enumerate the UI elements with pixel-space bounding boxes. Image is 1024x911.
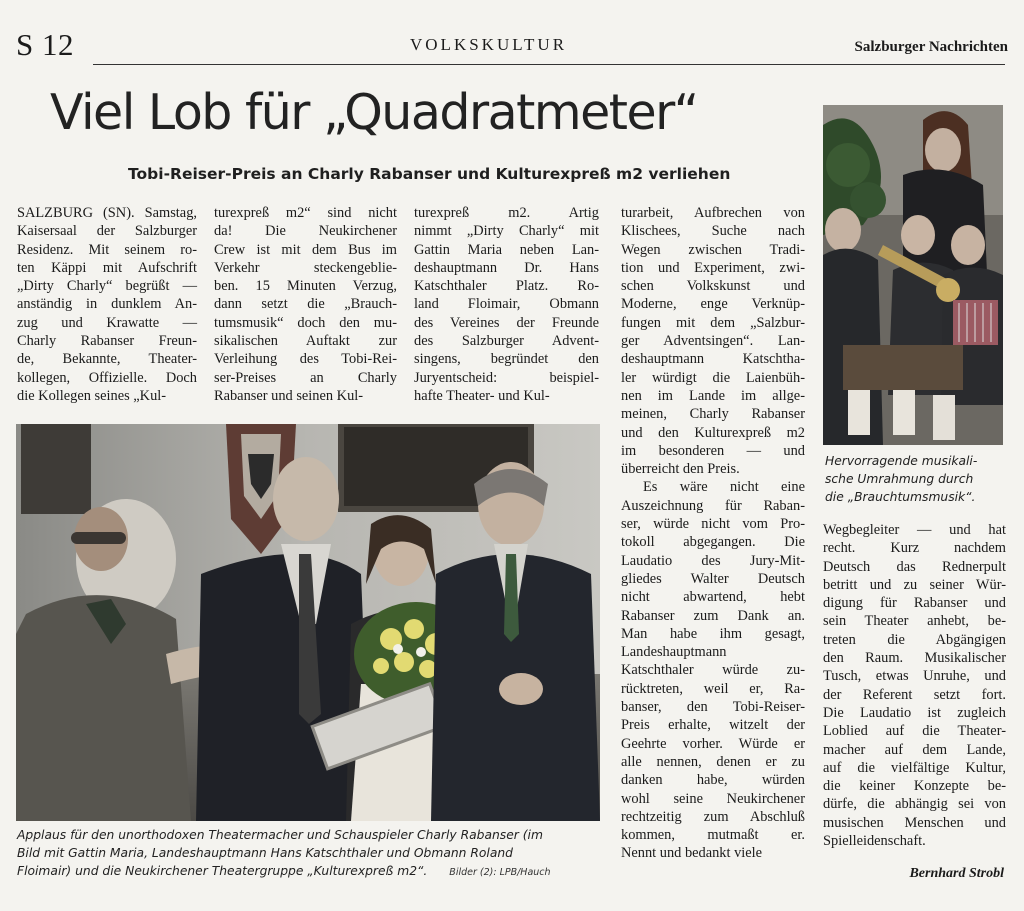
article-text-line: nicht abwartend, hebt bbox=[621, 589, 805, 606]
article-text-line: Spielleidenschaft. bbox=[823, 833, 926, 850]
article-text-line: Crew ist mit dem Bus im bbox=[214, 241, 397, 258]
article-text-line: im besonderen — und bbox=[621, 442, 805, 459]
article-text-line: Rabanser und seinen Kul- bbox=[214, 387, 364, 404]
article-text-line: und den Kulturexpreß m2 bbox=[621, 424, 805, 441]
article-text-line: Geehrte vorher. Würde er bbox=[621, 735, 805, 752]
subheadline: Tobi-Reiser-Preis an Charly Rabanser und Kulturexpreß m2 verliehen bbox=[128, 165, 731, 183]
article-text-line: Gattin Maria neben Lan- bbox=[414, 241, 599, 258]
article-text-line: ben. 15 Minuten Verzug, bbox=[214, 278, 397, 295]
award-ceremony-photo bbox=[16, 424, 600, 821]
article-text-line: tumsmusik“ doch den mu- bbox=[214, 314, 397, 331]
article-text-line: Preis erhalte, witzelt der bbox=[621, 717, 805, 734]
text-column-4 bbox=[621, 204, 805, 863]
caption-line: Hervorragende musikali- bbox=[825, 454, 978, 468]
article-text-line: musischen Menschen und bbox=[823, 814, 1006, 831]
article-text-line: Klischees, Suche nach bbox=[621, 223, 805, 240]
caption-line: sche Umrahmung durch bbox=[825, 472, 974, 486]
article-text-line: Es wäre nicht eine bbox=[643, 479, 805, 496]
article-text-line: anständig in dunklem An- bbox=[17, 296, 197, 313]
article-text-line: zug und Krawatte — bbox=[17, 314, 197, 331]
article-text-line: Die Laudatio ist zugleich bbox=[823, 704, 1006, 721]
article-text-line: hafte Theater- und Kul- bbox=[414, 387, 550, 404]
article-text-line: kollegen, Offizielle. Doch bbox=[17, 369, 197, 386]
article-text-line: turarbeit, Aufbrechen von bbox=[621, 205, 805, 221]
article-text-line: treten die Abgängigen bbox=[823, 631, 1006, 648]
caption-line: Bild mit Gattin Maria, Landeshauptmann Hans Katschthaler und Obmann Roland bbox=[17, 846, 513, 860]
article-text-line: tokoll abgegangen. Die bbox=[621, 534, 805, 551]
page-number: S 12 bbox=[16, 27, 74, 62]
author-byline: Bernhard Strobl bbox=[909, 866, 1004, 881]
article-text-line: Wegen zwischen Tradi- bbox=[621, 241, 805, 258]
article-text-line: SALZBURG (SN). Samstag, bbox=[17, 205, 197, 221]
article-text-line: den Raum. Musikalischer bbox=[823, 650, 1006, 667]
article-text-line: Rabanser zum Dank an. bbox=[621, 607, 805, 624]
article-text-line: da! Die Neukirchener bbox=[214, 223, 397, 240]
article-text-line: Residenz. Mit seinem ro- bbox=[17, 241, 197, 258]
article-text-line: Nennt und bedankt viele bbox=[621, 845, 763, 862]
text-column-1 bbox=[17, 204, 197, 405]
newspaper-name: Salzburger Nachrichten bbox=[854, 39, 1008, 55]
article-text-line: Moderne, enge Verknüp- bbox=[621, 296, 805, 313]
article-text-line: Verleihung des Tobi-Rei- bbox=[214, 351, 397, 368]
article-text-line: überreicht den Preis. bbox=[621, 461, 740, 478]
article-text-line: tion und Experiment, zwi- bbox=[621, 259, 805, 276]
article-text-line: macher auf dem Lande, bbox=[823, 741, 1006, 758]
article-text-line: Laudatio des Jury-Mit- bbox=[621, 552, 805, 569]
article-text-line: rechtzeitig zum Abschluß bbox=[621, 808, 805, 825]
article-text-line: singens, begründet den bbox=[414, 351, 599, 368]
article-text-line: ser, würde nicht vom Pro- bbox=[621, 516, 805, 533]
article-text-line: kommen, mutmaßt er. bbox=[621, 827, 805, 844]
article-text-line: banser, den Tobi-Reiser- bbox=[621, 699, 805, 716]
caption-line-text: Floimair) und die Neukirchener Theatergruppe „Kulturexpreß m2“. bbox=[17, 864, 428, 878]
article-text-line: ten Käppi mit Aufschrift bbox=[17, 259, 197, 276]
caption-line: Applaus für den unorthodoxen Theatermacher und Schauspieler Charly Rabanser (im bbox=[17, 828, 543, 842]
section-title: VOLKSKULTUR bbox=[410, 35, 568, 54]
article-text-line: betritt und zu seiner Wür- bbox=[823, 576, 1006, 593]
article-text-line: deshauptmann Katschtha- bbox=[621, 351, 805, 368]
article-text-line: land Floimair, Obmann bbox=[414, 296, 599, 313]
article-text-line: turexpreß m2“ sind nicht bbox=[214, 205, 397, 221]
article-text-line: Verkehr steckengeblie- bbox=[214, 259, 397, 276]
article-text-line: nen im Lande im allge- bbox=[621, 387, 805, 404]
article-text-line: Loblied auf die Theater- bbox=[823, 723, 1006, 740]
article-text-line: des Salzburger Advent- bbox=[414, 333, 599, 350]
photo-credit: Bilder (2): LPB/Hauch bbox=[449, 867, 551, 878]
article-text-line: digung für Rabanser und bbox=[823, 595, 1006, 612]
article-text-line: deshauptmann Dr. Hans bbox=[414, 259, 599, 276]
header-rule bbox=[93, 64, 1005, 65]
article-text-line: ger Adventsingen“. Lan- bbox=[621, 333, 805, 350]
article-text-line: sikalischen Auftakt zur bbox=[214, 333, 397, 350]
text-column-3 bbox=[414, 204, 599, 405]
article-text-line: Katschthaler Platz. Ro- bbox=[414, 278, 599, 295]
article-text-line: Auszeichnung für Raban- bbox=[621, 497, 805, 514]
text-column-2 bbox=[214, 204, 397, 405]
main-photo-caption bbox=[17, 826, 551, 882]
article-text-line: turexpreß m2. Artig bbox=[414, 205, 599, 221]
side-photo-caption bbox=[825, 452, 977, 506]
article-text-line: Charly Rabanser Freun- bbox=[17, 333, 197, 350]
article-text-line: nimmt „Dirty Charly“ mit bbox=[414, 223, 599, 240]
article-text-line: ler würdigt die Laienbüh- bbox=[621, 369, 805, 386]
article-text-line: auf die vielfältige Kultur, bbox=[823, 759, 1006, 776]
article-text-line: Katschthaler würde zu- bbox=[621, 662, 805, 679]
article-text-line: dürfe, die abhängig sei von bbox=[823, 796, 1006, 813]
article-text-line: Wegbegleiter — und hat bbox=[823, 522, 1006, 538]
article-text-line: Deutsch das Rednerpult bbox=[823, 558, 1006, 575]
article-text-line: sein Theater anhebt, be- bbox=[823, 613, 1006, 630]
article-text-line: recht. Kurz nachdem bbox=[823, 540, 1006, 557]
article-text-line: dann setzt die „Brauch- bbox=[214, 296, 397, 313]
article-text-line: Man habe ihm gesagt, bbox=[621, 625, 805, 642]
article-text-line: der Referent setzt fort. bbox=[823, 686, 1006, 703]
article-text-line: Juryentscheid: beispiel- bbox=[414, 369, 599, 386]
text-column-5 bbox=[823, 521, 1006, 850]
article-text-line: meinen, Charly Rabanser bbox=[621, 406, 805, 423]
article-text-line: schen Volkskunst und bbox=[621, 278, 805, 295]
article-text-line: die Kollegen seines „Kul- bbox=[17, 387, 167, 404]
article-text-line: fungen mit dem „Salzbur- bbox=[621, 314, 805, 331]
article-text-line: Landeshauptmann bbox=[621, 644, 727, 661]
article-text-line: Kaisersaal der Salzburger bbox=[17, 223, 197, 240]
article-text-line: de, Bekannte, Theater- bbox=[17, 351, 197, 368]
caption-line bbox=[17, 862, 551, 882]
article-text-line: „Dirty Charly“ begrüßt — bbox=[17, 278, 197, 295]
headline: Viel Lob für „Quadratmeter“ bbox=[50, 84, 698, 141]
article-text-line: rücktreten, weil er, Ra- bbox=[621, 680, 805, 697]
article-text-line: die keiner Konzepte be- bbox=[823, 778, 1006, 795]
article-text-line: alle nennen, denen er zu bbox=[621, 753, 805, 770]
article-text-line: gliedes Walter Deutsch bbox=[621, 570, 805, 587]
article-text-line: wohl seine Neukirchener bbox=[621, 790, 805, 807]
article-text-line: des Vereines der Freunde bbox=[414, 314, 599, 331]
article-text-line: danken habe, würden bbox=[621, 772, 805, 789]
article-text-line: ser-Preises an Charly bbox=[214, 369, 397, 386]
caption-line: die „Brauchtumsmusik“. bbox=[825, 490, 976, 504]
brauchtumsmusik-photo bbox=[823, 105, 1003, 445]
article-text-line: Tusch, etwas Unruhe, und bbox=[823, 668, 1006, 685]
